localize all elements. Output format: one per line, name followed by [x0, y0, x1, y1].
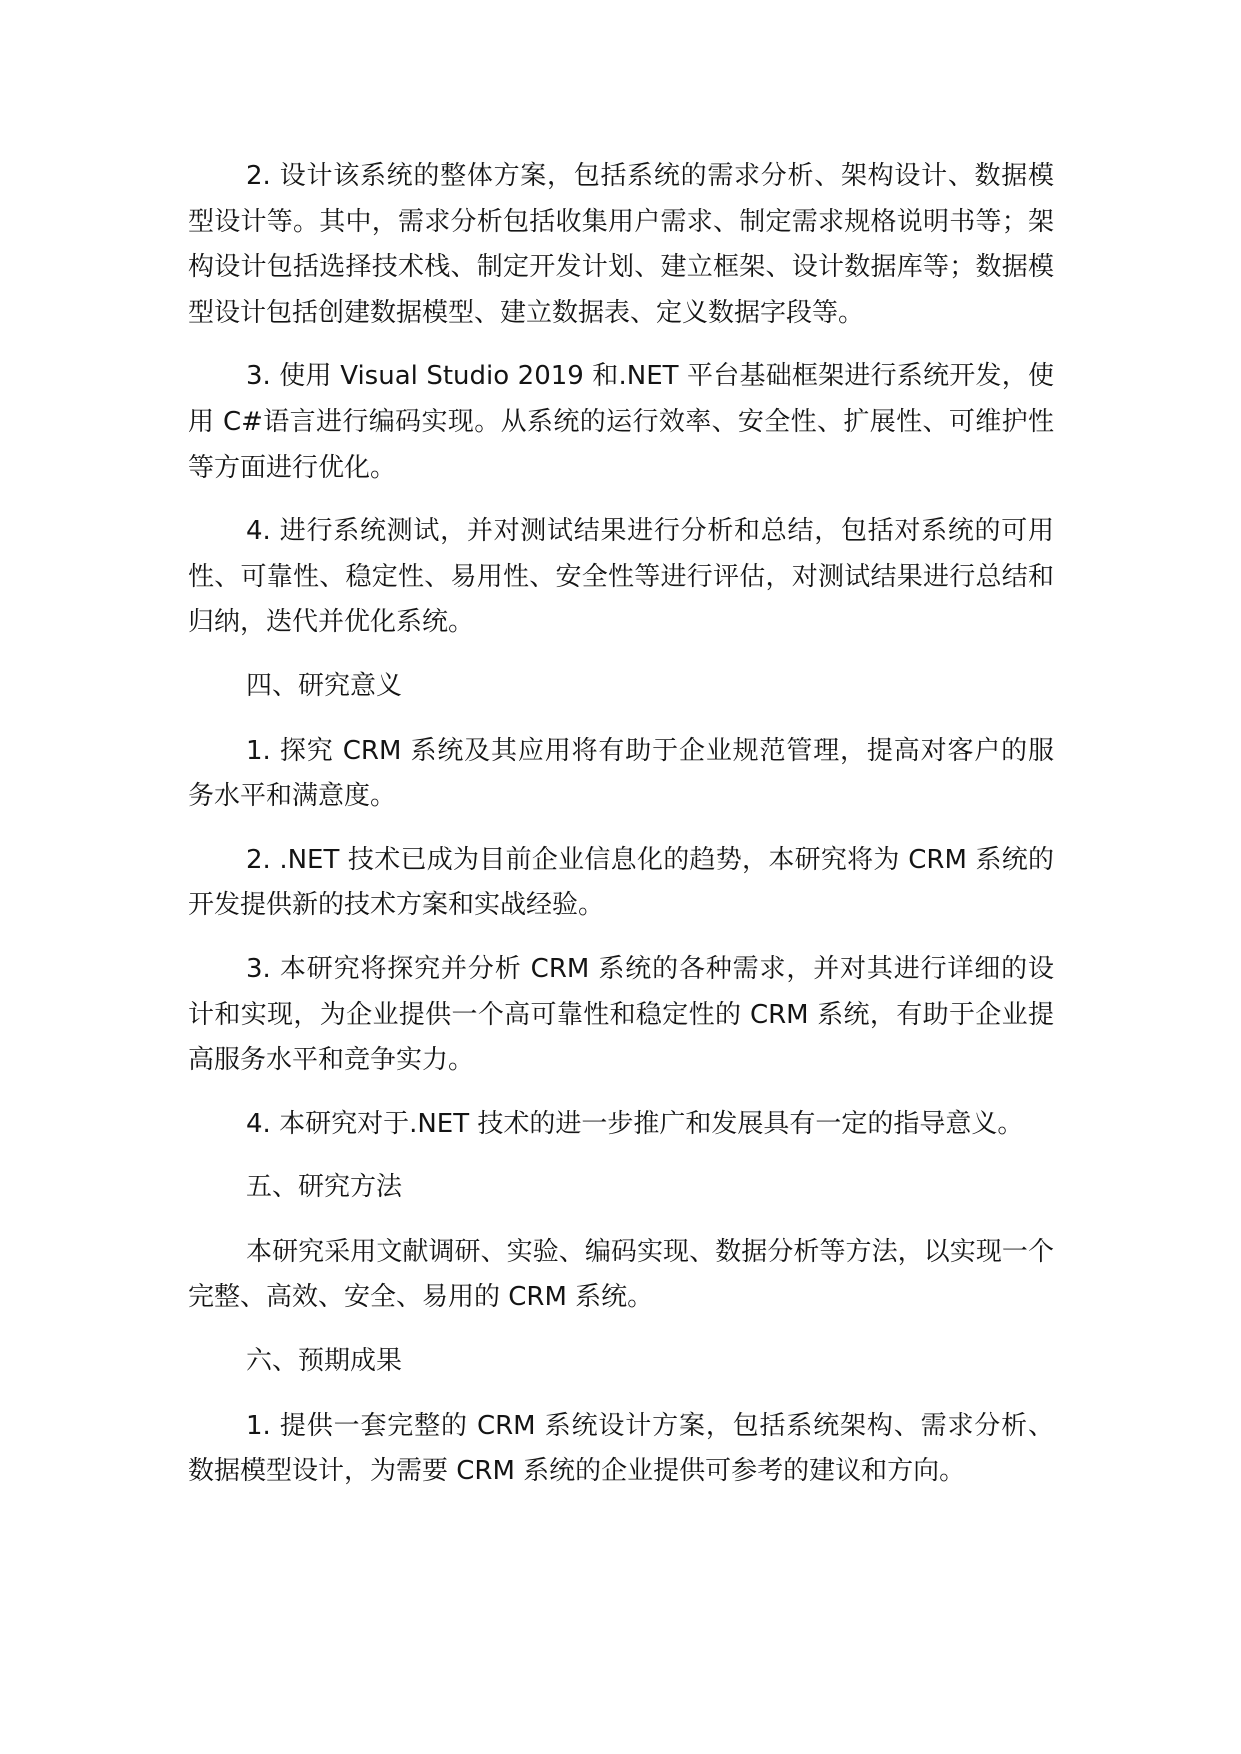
section-heading-expected-results: 六、预期成果 [246, 1346, 403, 1377]
paragraph-design-plan: 2. 设计该系统的整体方案，包括系统的需求分析、架构设计、数据模型设计等。其中，需求分析包括收集用户需求、制定需求规格说明书等；架构设计包括选择技术栈、制定开发计划、建立框架、设计数据库等；数据模型设计包括创建数据模型、建立数据表、定义数据字段等。 [188, 161, 1054, 328]
paragraph-significance-4: 4. 本研究对于.NET 技术的进一步推广和发展具有一定的指导意义。 [246, 1108, 1024, 1139]
section-heading-significance: 四、研究意义 [246, 670, 403, 701]
document-body [188, 154, 1054, 1513]
paragraph-expected-result-1: 1. 提供一套完整的 CRM 系统设计方案，包括系统架构、需求分析、数据模型设计，为需要 CRM 系统的企业提供可参考的建议和方向。 [188, 1410, 1054, 1487]
paragraph-testing: 4. 进行系统测试，并对测试结果进行分析和总结，包括对系统的可用性、可靠性、稳定性、易用性、安全性等进行评估，对测试结果进行总结和归纳，迭代并优化系统。 [188, 516, 1054, 638]
paragraph-development: 3. 使用 Visual Studio 2019 和.NET 平台基础框架进行系统开发，使用 C#语言进行编码实现。从系统的运行效率、安全性、扩展性、可维护性等方面进行优化。 [188, 361, 1054, 483]
section-heading-methods: 五、研究方法 [246, 1172, 403, 1203]
paragraph-significance-2: 2. .NET 技术已成为目前企业信息化的趋势，本研究将为 CRM 系统的开发提供新的技术方案和实战经验。 [188, 844, 1054, 921]
paragraph-significance-1: 1. 探究 CRM 系统及其应用将有助于企业规范管理，提高对客户的服务水平和满意度。 [188, 735, 1054, 812]
paragraph-methods: 本研究采用文献调研、实验、编码实现、数据分析等方法，以实现一个完整、高效、安全、易用的 CRM 系统。 [188, 1236, 1054, 1313]
paragraph-significance-3: 3. 本研究将探究并分析 CRM 系统的各种需求，并对其进行详细的设计和实现，为企业提供一个高可靠性和稳定性的 CRM 系统，有助于企业提高服务水平和竞争实力。 [188, 953, 1054, 1076]
